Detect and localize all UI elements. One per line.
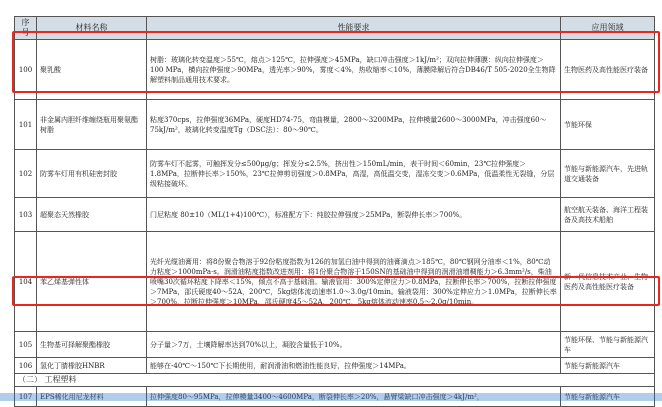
row-domain: 节能与新能源汽车，先进轨道交通装备 [561, 150, 655, 198]
row-req: 能够在-40℃～150℃下长期使用，耐润滑油和燃油性能良好，拉伸强度＞14MPa。 [147, 358, 561, 374]
row-req: 门尼粘度 80±10（ML(1+4)100℃），标准配方下：纯胶拉伸强度＞25MPa，断裂伸长率＞700%。 [147, 198, 561, 232]
row-req: 分子量＞7万，土壤降解率达到70%以上，凝胶含量低于10%。 [147, 332, 561, 358]
material-table [14, 16, 655, 407]
header-req: 性能要求 [147, 17, 561, 40]
row-req: 拉伸强度80～95MPa，拉伸模量3400～4600MPa，断裂伸长率＞20%，悬臂梁缺口冲击强度＞4kJ/m²， [147, 387, 561, 407]
row-no: 100 [15, 40, 37, 100]
table-row [15, 232, 655, 332]
row-no: 104 [15, 232, 37, 332]
row-name: 氢化丁腈橡胶HNBR [37, 358, 147, 374]
row-no: 107 [15, 387, 37, 407]
row-domain: 节能环保 [561, 100, 655, 150]
row-no: 105 [15, 332, 37, 358]
row-domain: 新一代信息技术产业、生物医药及高性能医疗装备 [561, 232, 655, 332]
row-no: 103 [15, 198, 37, 232]
row-domain: 节能与新能源汽车 [561, 358, 655, 374]
section-title: （二） 工程塑料 [15, 374, 655, 387]
table-row [15, 358, 655, 374]
row-no: 106 [15, 358, 37, 374]
table-row [15, 150, 655, 198]
bottom-edge-strip [0, 393, 662, 401]
section-row [15, 374, 655, 387]
table-row [15, 100, 655, 150]
row-domain: 节能与新能源汽车 [561, 387, 655, 407]
row-req: 光纤光缆油膏用：将8份聚合物溶于92份粘度指数为126的加氢白油中得到的油膏滴点＞185℃，80℃钢网分油率＜1%，80℃动力粘度＞1000mPa·s。润滑油粘度指数改进剂用：将1份聚合物溶于150SN的基础油中得到的润滑油增稠能力＞6.3mm²/s，柴油喷嘴30次循环粘度下降率＜15%，倾点不高于基础油。输液管用：300%定伸应力＞0.8MPa，拉断伸长率＞700%，拉断拉伸强度＞7MPa，邵氏硬度40～52A，200℃，5kg熔体流动速率1.0～3.0g/10min。输液袋用：300%定伸应力＞1.0MPa，拉断伸长率＞700%，拉断拉伸强度＞10MPa，邵氏硬度45～52A，200℃，5kg熔体流动速率0.5～2.0g/10min。 [147, 232, 561, 332]
header-no: 序号 [15, 17, 37, 40]
row-name: 生物基可择解聚酯橡胶 [37, 332, 147, 358]
row-domain: 航空航天装备、海洋工程装备及高技术船舶 [561, 198, 655, 232]
row-name: 苯乙烯基弹性体 [37, 232, 147, 332]
row-no: 101 [15, 100, 37, 150]
row-domain: 节能环保、节能与新能源汽车 [561, 332, 655, 358]
row-req: 树脂：玻璃化转变温度＞55℃，熔点＞125℃，拉伸强度＞45MPa，缺口冲击强度＞1kJ/m²；双向拉伸薄膜：纵向拉伸强度＞100 MPa，横向拉伸强度＞90MPa，透光率＞90%，雾度＜4%，热收缩率＜10%，薄膜降解后符合DB46/T 505-2020全生物降解塑料制品通用技术要求。 [147, 40, 561, 100]
table-row [15, 40, 655, 100]
row-req: 粘度370cps，拉伸强度36MPa，硬度HD74-75，弯曲模量，2800～3200MPa，拉伸模量2600～3000MPa，冲击强度60～75kJ/m²，玻璃化转变温度Tg（DSC法）：80～90℃。 [147, 100, 561, 150]
row-name: 超聚态天然橡胶 [37, 198, 147, 232]
header-name: 材料名称 [37, 17, 147, 40]
row-no: 102 [15, 150, 37, 198]
table-row [15, 332, 655, 358]
header-domain: 应用领域 [561, 17, 655, 40]
row-domain: 生物医药及高性能医疗装备 [561, 40, 655, 100]
table-header-row [15, 17, 655, 40]
row-name: 聚乳酸 [37, 40, 147, 100]
row-req: 防雾车灯不起雾，可触挥发分≤500μg/g；挥发分≤2.5%，挤出性＞150mL/min，表干时间＜60min，23℃拉伸强度＞1.8MPa，拉断伸长率＞150%，23℃拉伸剪切强度＞0.8MPa，高湿，高低温交变，湿冻交变＞0.6MPa，低温柔性无裂缝，分层级粘接破坏。 [147, 150, 561, 198]
table-row [15, 198, 655, 232]
row-name: 非金属内胆纤维缠绕瓶用聚氨酯树脂 [37, 100, 147, 150]
row-name: 防雾车灯用有机硅密封胶 [37, 150, 147, 198]
row-name: EPS稀化用尼龙材料 [37, 387, 147, 407]
